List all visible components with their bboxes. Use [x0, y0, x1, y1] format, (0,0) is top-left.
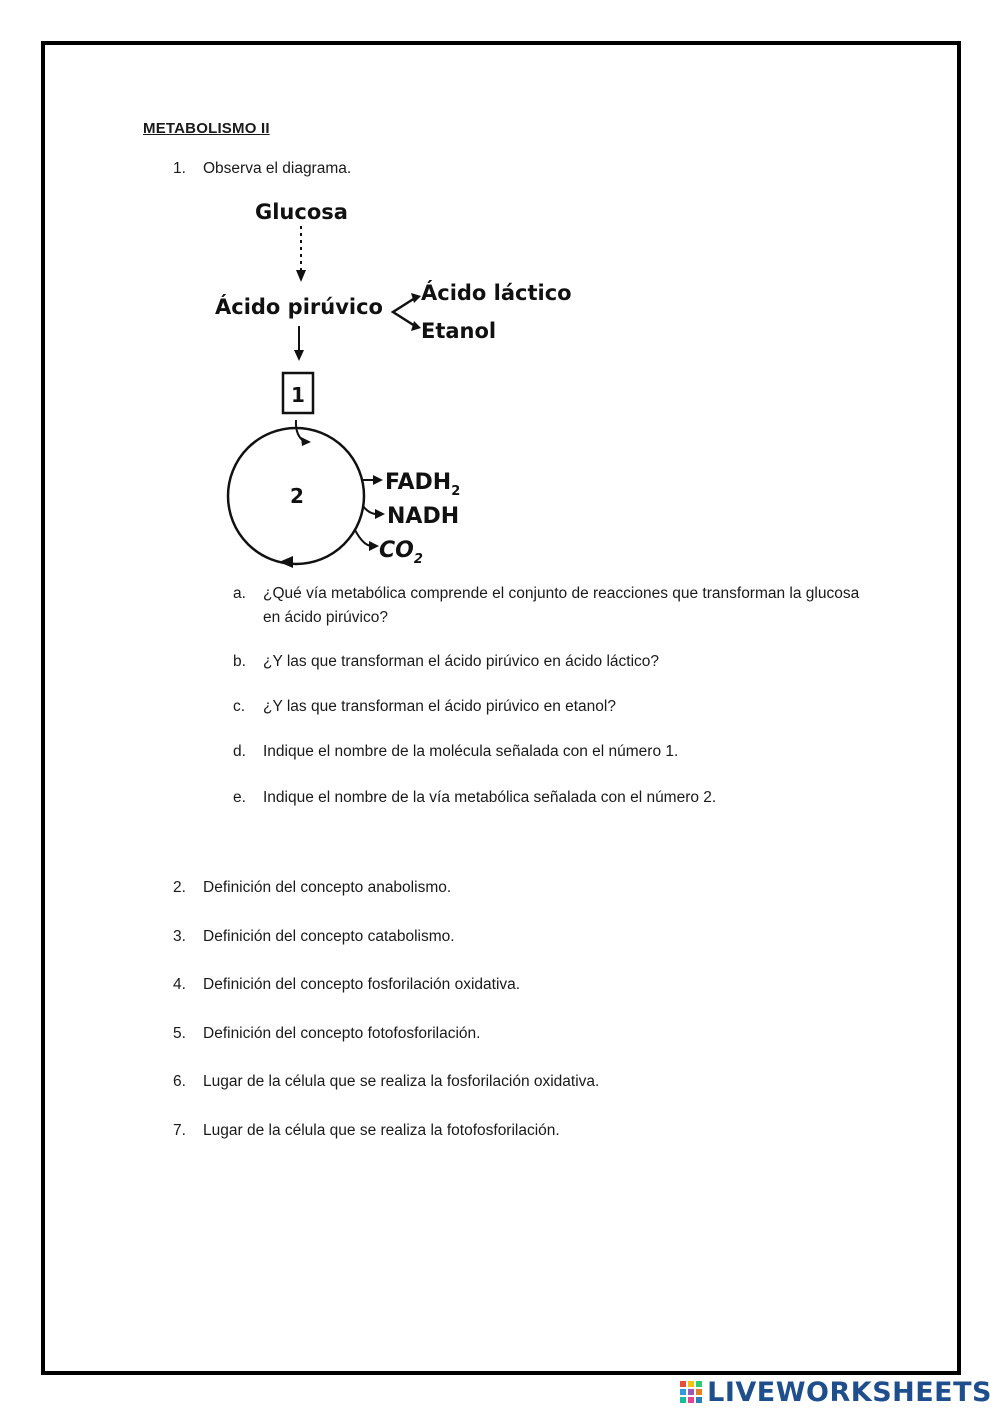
metabolism-diagram — [205, 190, 595, 570]
diagram-box-number: 1 — [291, 383, 305, 407]
dotted-arrow-icon — [296, 226, 306, 282]
subquestion-letter: c. — [233, 698, 246, 715]
diagram-label-etanol: Etanol — [421, 319, 497, 343]
down-arrow-icon — [294, 326, 304, 361]
subquestion-text: ¿Y las que transforman el ácido pirúvico en ácido láctico? — [263, 653, 660, 670]
page-title: METABOLISMO II — [143, 120, 270, 137]
diagram-label-co2: $CO_2$ — [379, 538, 423, 567]
diagram-label-fadh: $FADH_2$ — [385, 470, 461, 499]
question-number: 3. — [173, 928, 186, 945]
question-text: Lugar de la célula que se realiza la fosforilación oxidativa. — [203, 1073, 600, 1090]
logo-grid-icon — [679, 1380, 703, 1404]
subquestion-text: Indique el nombre de la molécula señalada con el número 1. — [263, 743, 679, 760]
curved-arrow-icon — [296, 420, 311, 446]
subquestion-letter: d. — [233, 743, 246, 760]
subquestion-letter: b. — [233, 653, 246, 670]
question-number: 2. — [173, 879, 186, 896]
question-text: Definición del concepto catabolismo. — [203, 928, 455, 945]
question-text: Definición del concepto fotofosforilación. — [203, 1025, 481, 1042]
subquestion-letter: e. — [233, 789, 246, 806]
diagram-label-acido-piruvico: Ácido pirúvico — [215, 295, 383, 319]
question-text: Lugar de la célula que se realiza la fotofosforilación. — [203, 1122, 560, 1139]
subquestion-text: Indique el nombre de la vía metabólica señalada con el número 2. — [263, 789, 717, 806]
question-text: Definición del concepto fosforilación oxidativa. — [203, 976, 521, 993]
subquestion-text: ¿Y las que transforman el ácido pirúvico en etanol? — [263, 698, 616, 715]
question-text: Observa el diagrama. — [203, 160, 352, 177]
question-number: 7. — [173, 1122, 186, 1139]
diagram-cycle-number: 2 — [290, 484, 304, 508]
subquestion-text: ¿Qué vía metabólica comprende el conjunto de reacciones que transforman la glucosa en ácido pirúvico? — [263, 585, 860, 626]
question-number: 1. — [173, 160, 186, 177]
question-number: 4. — [173, 976, 186, 993]
question-number: 5. — [173, 1025, 186, 1042]
cycle-arrow-icon — [279, 556, 293, 568]
diagram-label-nadh: NADH — [387, 504, 460, 529]
question-text: Definición del concepto anabolismo. — [203, 879, 452, 896]
logo-text: LIVEWORKSHEETS — [707, 1376, 992, 1408]
question-number: 6. — [173, 1073, 186, 1090]
liveworksheets-logo[interactable] — [679, 1377, 992, 1407]
subquestion-letter: a. — [233, 585, 246, 602]
branch-arrow-icon — [393, 293, 421, 331]
diagram-label-acido-lactico: Ácido láctico — [421, 281, 572, 305]
diagram-label-glucosa: Glucosa — [255, 200, 348, 224]
